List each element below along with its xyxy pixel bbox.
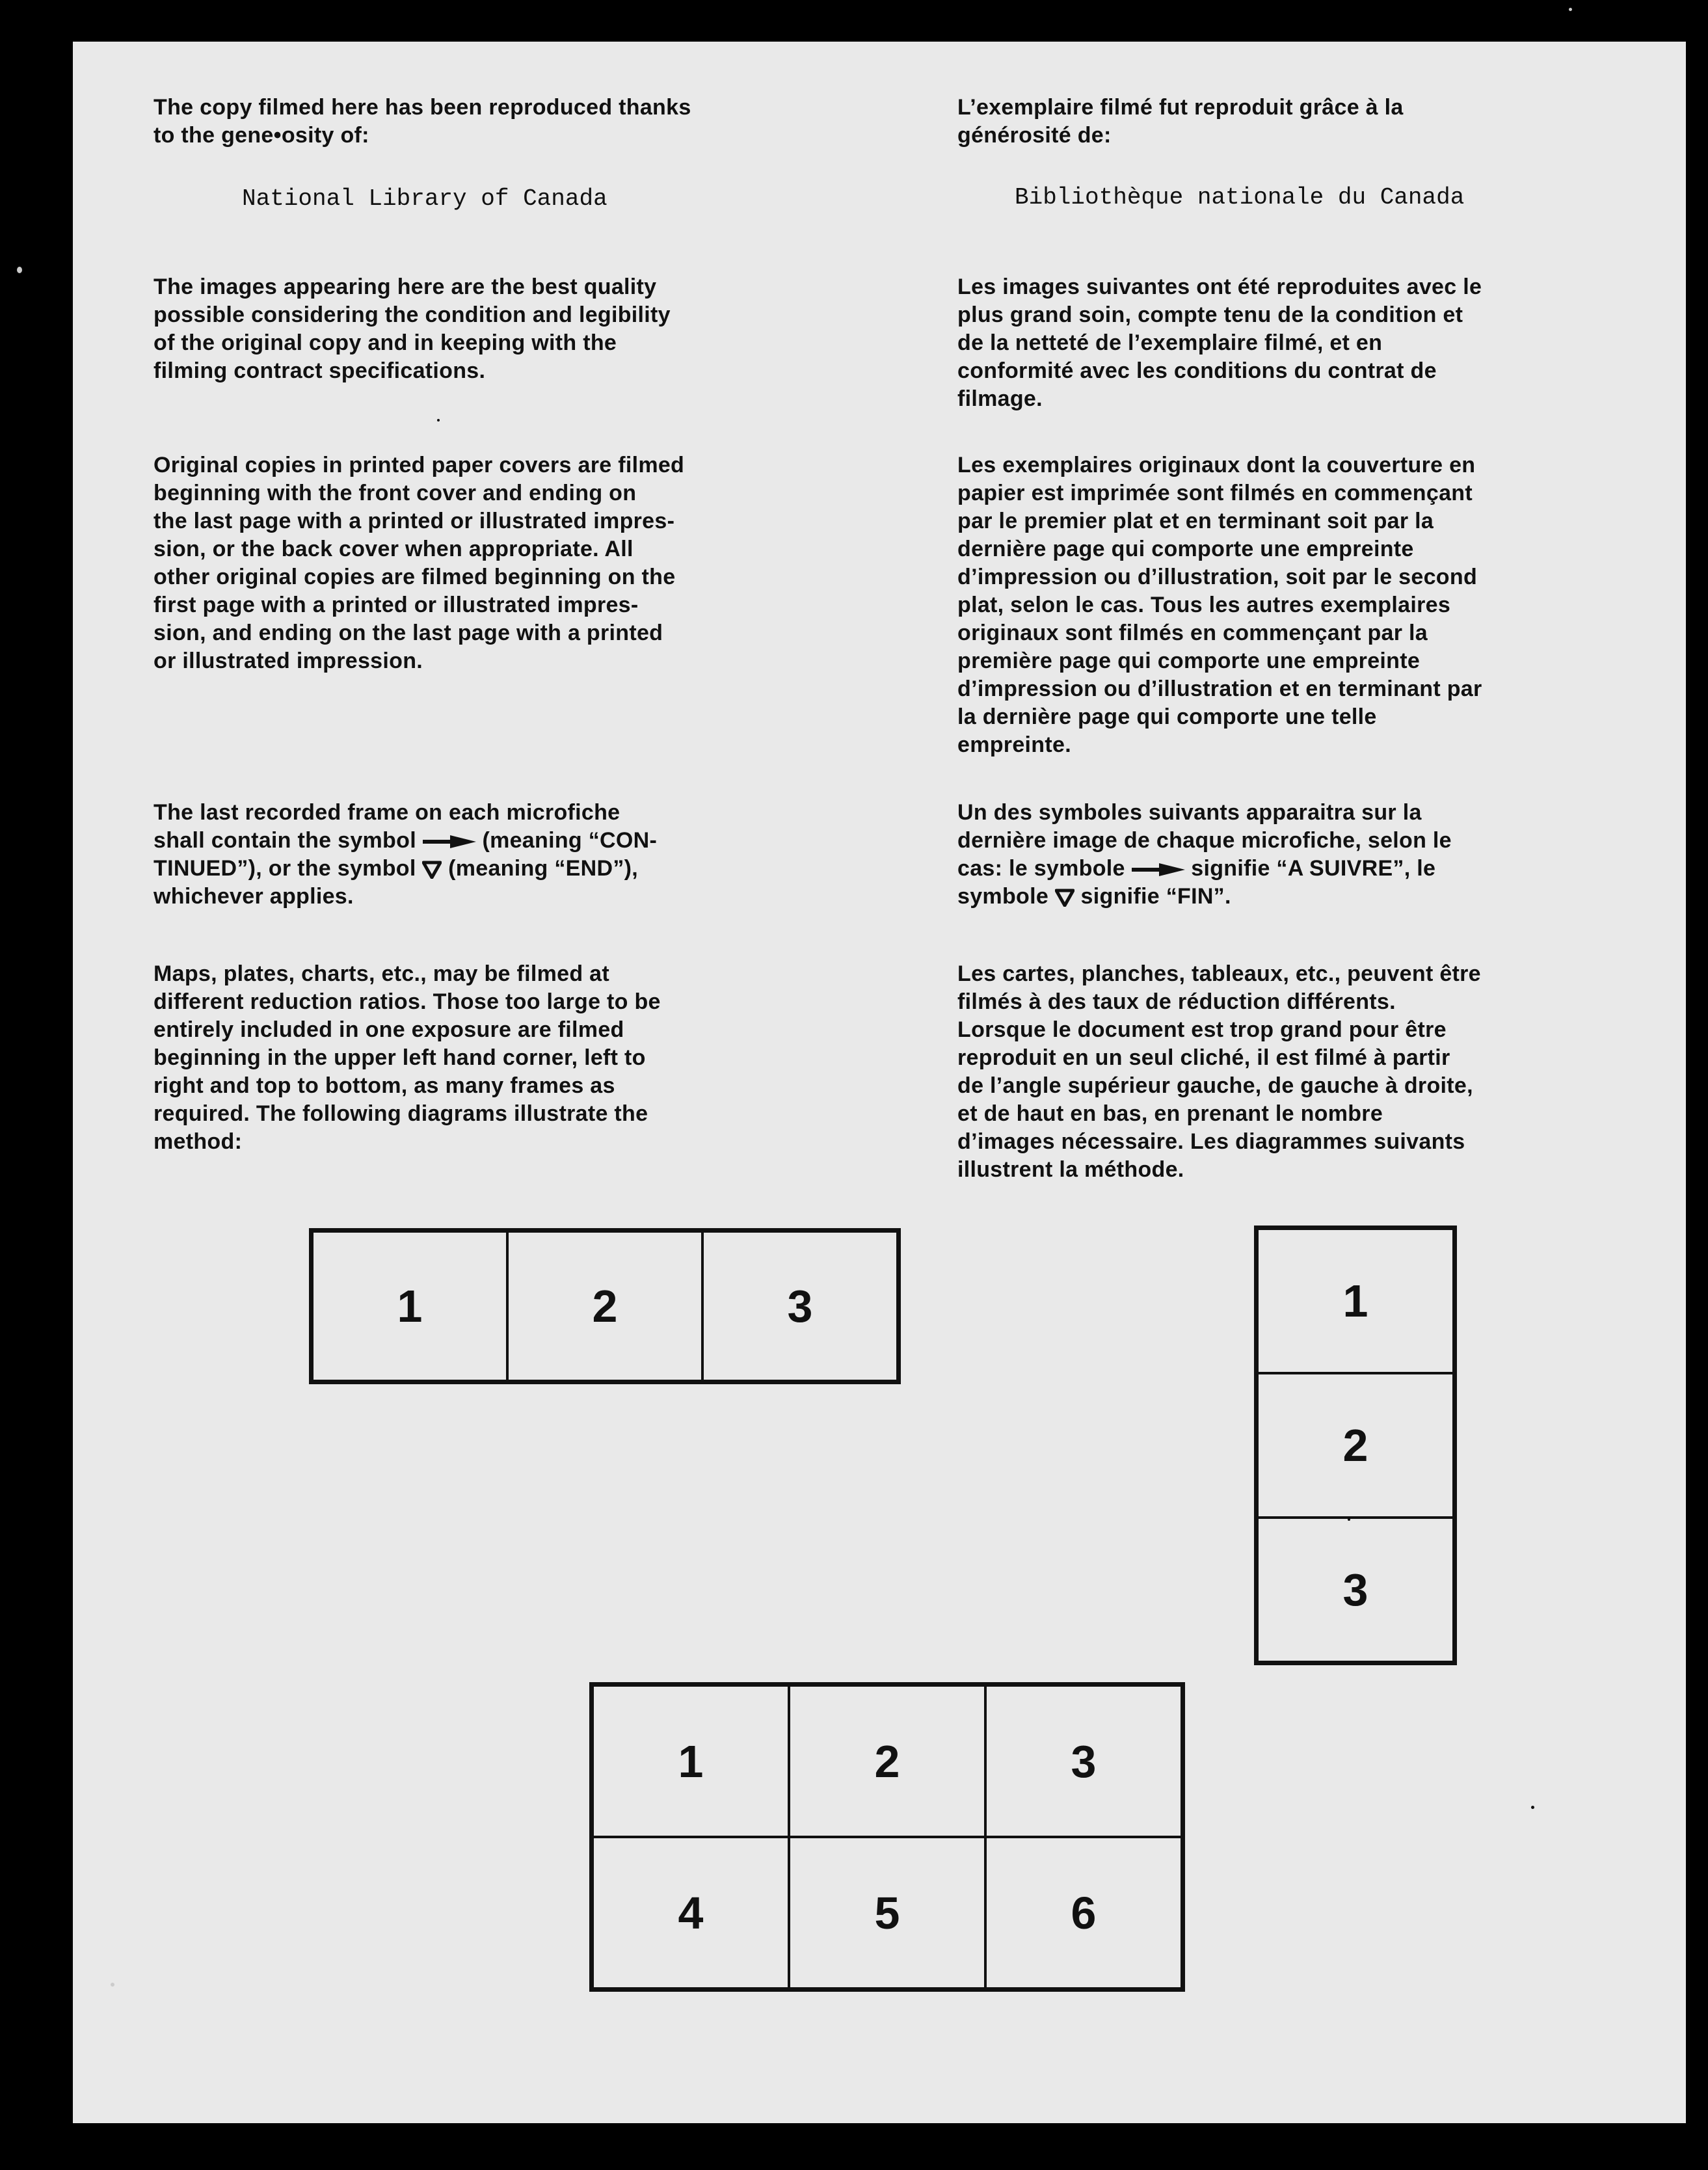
- vertical-frame-diagram: [1254, 1226, 1457, 1665]
- scan-speck: [17, 267, 22, 273]
- french-intro: L’exemplaire filmé fut reproduit grâce à la générosité de:: [957, 95, 1404, 148]
- french-quality-paragraph: Les images suivantes ont été reproduites avec le plus grand soin, compte tenu de la condition et de la netteté de l’exemplaire filmé, et en conformité avec les conditions du contrat de filmage.: [957, 275, 1482, 411]
- frame-cell: 1: [312, 1231, 507, 1381]
- continued-arrow-icon: [1132, 863, 1185, 877]
- end-triangle-icon: [422, 861, 442, 879]
- french-symbols-text-2: signifie “A SUIVRE”, le symbole: [957, 856, 1436, 909]
- frame-cell: 3: [1257, 1518, 1454, 1662]
- frame-cell: 1: [1257, 1229, 1454, 1373]
- end-triangle-icon: [1055, 889, 1074, 907]
- english-symbols-text-2: (meaning “CON- TINUED”), or the symbol: [153, 828, 658, 881]
- english-symbols-text-3: (meaning “END”), whichever applies.: [153, 856, 639, 909]
- horizontal-frame-diagram: [309, 1228, 901, 1384]
- english-symbols-text-1: The last recorded frame on each microfiche shall contain the symbol: [153, 800, 620, 853]
- french-symbols-text-1: Un des symboles suivants apparaitra sur la dernière image de chaque microfiche, selon le cas: le symbole: [957, 800, 1452, 881]
- frame-cell: 3: [702, 1231, 898, 1381]
- english-quality-paragraph: The images appearing here are the best quality possible considering the condition and legibility of the original copy and in keeping with the filming contract specifications.: [153, 275, 671, 383]
- grid-frame-diagram: [589, 1682, 1185, 1992]
- scan-speck: [111, 1983, 114, 1987]
- continued-arrow-icon: [423, 835, 476, 849]
- filmed-page: [73, 42, 1686, 2123]
- english-symbols-paragraph: [153, 799, 657, 911]
- frame-cell: 1: [593, 1685, 789, 1837]
- english-originals-paragraph: Original copies in printed paper covers are filmed beginning with the front cover and ending on the last page with a printed or illustrated impres- sion, or the back cover when appropriate. All other original copies are filmed beginning on the first page with a printed or illustrated impres- sion, and ending on the last page with a printed or illustrated impression.: [153, 453, 685, 673]
- scan-speck: [437, 419, 440, 422]
- frame-cell: 4: [593, 1837, 789, 1989]
- french-symbols-paragraph: [957, 799, 1452, 911]
- frame-cell: 2: [507, 1231, 702, 1381]
- french-originals-paragraph: Les exemplaires originaux dont la couverture en papier est imprimée sont filmés en commençant par le premier plat et en terminant soit par la dernière page qui comporte une empreinte d’impression ou d’illustration, soit par le second plat, selon le cas. Tous les autres exemplaires originaux sont filmés en commençant par la première page qui comporte une empreinte d’impression ou d’illustration et en terminant par la dernière page qui comporte une telle empreinte.: [957, 453, 1482, 757]
- french-institution: Bibliothèque nationale du Canada: [1015, 184, 1465, 211]
- french-symbols-text-3: signifie “FIN”.: [1074, 884, 1231, 909]
- frame-cell: 5: [789, 1837, 985, 1989]
- frame-cell: 3: [985, 1685, 1182, 1837]
- frame-cell: 6: [985, 1837, 1182, 1989]
- scan-speck: [1569, 8, 1572, 11]
- frame-cell: 2: [789, 1685, 985, 1837]
- scan-speck: [1348, 1518, 1350, 1521]
- french-maps-paragraph: Les cartes, planches, tableaux, etc., peuvent être filmés à des taux de réduction différents. Lorsque le document est trop grand pour être reproduit en un seul cliché, il est filmé à partir de l’angle supérieur gauche, de gauche à droite, et de haut en bas, en prenant le nombre d’images nécessaire. Les diagrammes suivants illustrent la méthode.: [957, 961, 1481, 1182]
- english-intro: The copy filmed here has been reproduced thanks to the gene•osity of:: [153, 95, 691, 148]
- english-institution: National Library of Canada: [242, 185, 607, 212]
- scan-speck: [1531, 1806, 1534, 1809]
- frame-cell: 2: [1257, 1373, 1454, 1518]
- english-maps-paragraph: Maps, plates, charts, etc., may be filmed at different reduction ratios. Those too large to be entirely included in one exposure are filmed beginning in the upper left hand corner, left to right and top to bottom, as many frames as required. The following diagrams illustrate the method:: [153, 961, 661, 1154]
